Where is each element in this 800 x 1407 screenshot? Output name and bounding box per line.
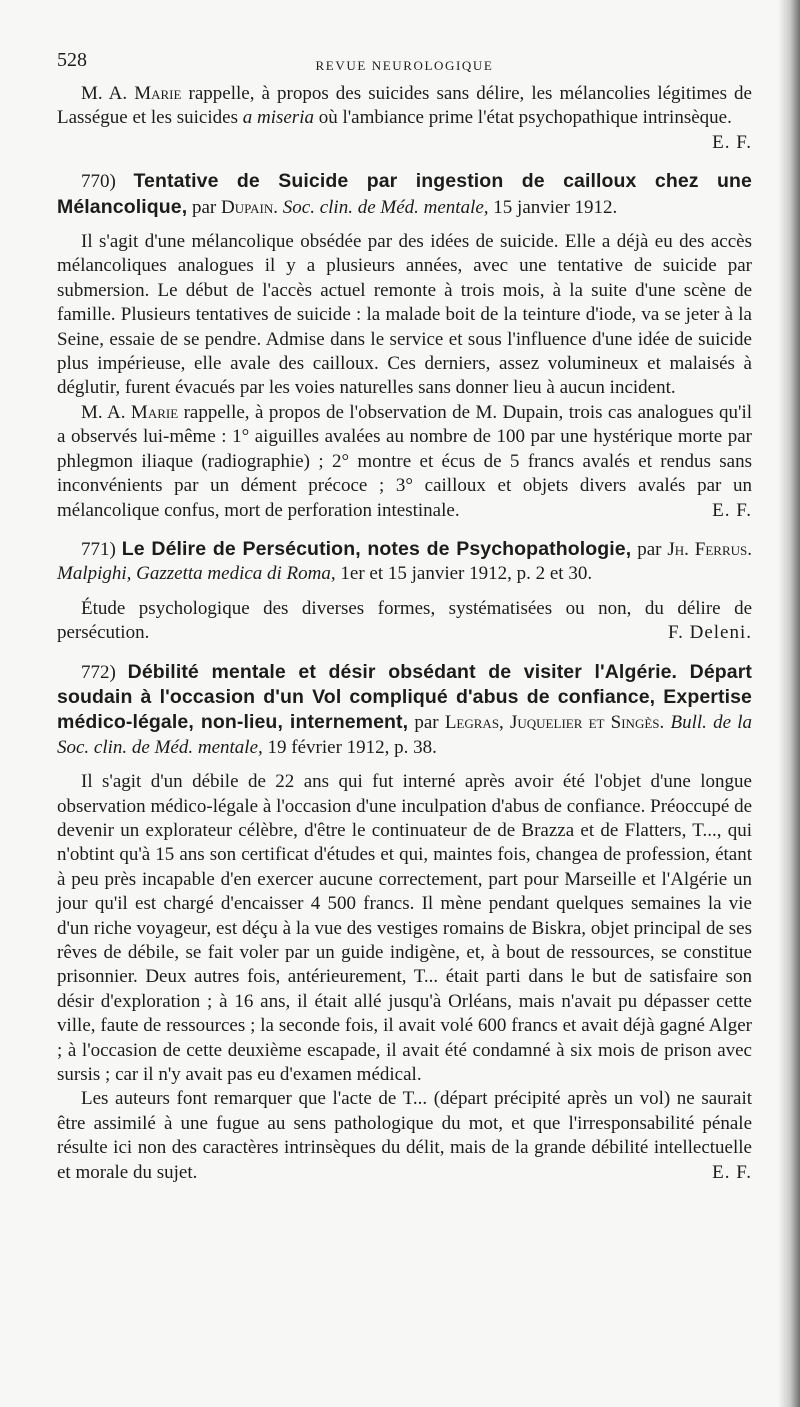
entry-number: 770) (81, 171, 116, 193)
running-title: REVUE NEUROLOGIQUE (315, 58, 494, 73)
entry-771 (57, 537, 752, 646)
entry-author: Dupain. (221, 196, 279, 218)
entry-body-conclusion: Les auteurs font remarquer que l'acte de T... (départ précipité après un vol) ne saurait être assimilé à une fugue au sens pathologique du mot, et que l'irresponsabilité pénale résulte ici non des caractères intrinsèques du délit, mais de la grande débilité intellectuelle et morale du sujet. E. F. (57, 1087, 752, 1185)
speaker-name: M. A. Marie (81, 83, 182, 104)
entry-body: Il s'agit d'une mélancolique obsédée par des idées de suicide. Elle a déjà eu des accès mélancoliques analogues il y a plusieurs années, avec une tentative de suicide par submersion. Le début de l'accès actuel remonte à trois mois, à la suite d'une scène de famille. Plusieurs tentatives de suicide : la malade boit de la teinture d'iode, va se jeter à la Seine, essaie de se pendre. Admise dans le service et sous l'influence d'une idée de suicide plus impérieuse, elle avale des cailloux. Ces derniers, assez volumineux et malaisés à déglutir, furent évacués par les voies naturelles sans donner lieu à aucun incident. (57, 231, 752, 399)
entry-title: Débilité mentale et désir obsédant de visiter l'Algérie. Départ soudain à l'occasion d'un Vol compliqué d'abus de confiance, Expertise médico-légale, non-lieu, internement, (57, 660, 753, 734)
entry-source: Bull. de la Soc. clin. de Méd. mentale, (57, 712, 752, 758)
signature: E. F. (712, 1161, 752, 1183)
entry-772 (57, 660, 752, 1186)
signature: E. F. (712, 131, 752, 153)
entry-770 (57, 169, 752, 523)
entry-heading: 770) Tentative de Suicide par ingestion de cailloux chez une Mélancolique, par Dupain. Soc. clin. de Méd. mentale, 15 janvier 1912. (57, 170, 753, 218)
entry-body-discussion: M. A. Marie rappelle, à propos de l'observation de M. Dupain, trois cas analogues qu'il a observés lui-même : 1° aiguilles avalées au nombre de 100 par une hystérique morte par phlegmon iliaque (radiographie) ; 2° montre et écus de 5 francs avalés et rendus sans inconvénients par un dément précoce ; 3° cailloux et objets divers avalés par un mélancolique confus, mort de perforation intestinale. E. F. (57, 401, 752, 523)
page-number: 528 (57, 49, 87, 71)
entry-number: 771) (81, 538, 116, 560)
signature: E. F. (712, 499, 752, 521)
entry-body: Il s'agit d'un débile de 22 ans qui fut interné après avoir été l'objet d'une longue observation médico-légale à l'occasion d'une inculpation d'abus de confiance. Préoccupé de devenir un explorateur célèbre, d'être le continuateur de de Brazza et de Flatters, T..., qui n'obtint qu'à 15 ans son certificat d'études et qui, maintes fois, changea de profession, étant à peu près incapable d'en exercer aucune correctement, part pour Marseille et l'Algérie un jour qu'il est chargé d'encaisser 4 500 francs. Il mène pendant quelques semaines la vie d'un riche voyageur, est déçu à la vue des vestiges romains de Biskra, objet principal de ses rêves de débile, se fait voler par un guide indigène, et, à bout de ressources, se constitue prisonnier. Deux autres fois, antérieurement, T... était parti dans le but de satisfaire son désir d'exploration ; à 16 ans, il était allé jusqu'à Orléans, mais n'avait pu dépasser cette ville, faute de ressources ; la seconde fois, il avait volé 600 francs et avait déjà gagné Alger ; à l'occasion de cette deuxième escapade, il avait été condamné à six mois de prison avec sursis ; car il n'y avait pas eu d'examen médical. (57, 771, 752, 1086)
page-edge-shadow (778, 0, 800, 1407)
entry-source: Malpighi, Gazzetta medica di Roma, (57, 563, 336, 585)
signature: F. Deleni. (668, 622, 752, 644)
entry-source: Soc. clin. de Méd. mentale, (278, 196, 489, 218)
entry-authors: Legras, Juquelier et Singès. (444, 712, 665, 734)
entry-title: Le Délire de Persécution, notes de Psychopathologie, (121, 537, 632, 560)
entry-date: 1er et 15 janvier 1912, p. 2 et 30. (335, 563, 593, 585)
entry-heading: 772) Débilité mentale et désir obsédant de visiter l'Algérie. Départ soudain à l'occasion d'un Vol compliqué d'abus de confiance, Expertise médico-légale, non-lieu, internement, par Legras, Juquelier et Singès. Bull. de la Soc. clin. de Méd. mentale, 19 février 1912, p. 38. (57, 660, 753, 758)
page (57, 48, 752, 1185)
entry-date: 15 janvier 1912. (488, 196, 618, 218)
entry-body: Étude psychologique des diverses formes, systématisées ou non, du délire de persécution. F. Deleni. (57, 597, 752, 646)
speaker-name: M. A. Marie (81, 401, 179, 423)
running-header (57, 48, 752, 82)
intro-text: M. A. Marie rappelle, à propos des suicides sans délire, les mélancolies légitimes de Lasségue et les suicides a miseria où l'ambiance prime l'état psychopathique intrinsèque. E. F. (57, 82, 752, 131)
entry-title: Tentative de Suicide par ingestion de cailloux chez une Mélancolique, (57, 170, 753, 218)
entry-heading: 771) Le Délire de Persécution, notes de Psychopathologie, par Jh. Ferrus. Malpighi, Gazzetta medica di Roma, 1er et 15 janvier 1912, p. 2 et 30. (57, 537, 753, 585)
entry-author: Jh. Ferrus. (667, 538, 753, 560)
intro-paragraph (57, 82, 752, 155)
entry-number: 772) (81, 661, 116, 683)
entry-date: 19 février 1912, p. 38. (262, 736, 437, 758)
